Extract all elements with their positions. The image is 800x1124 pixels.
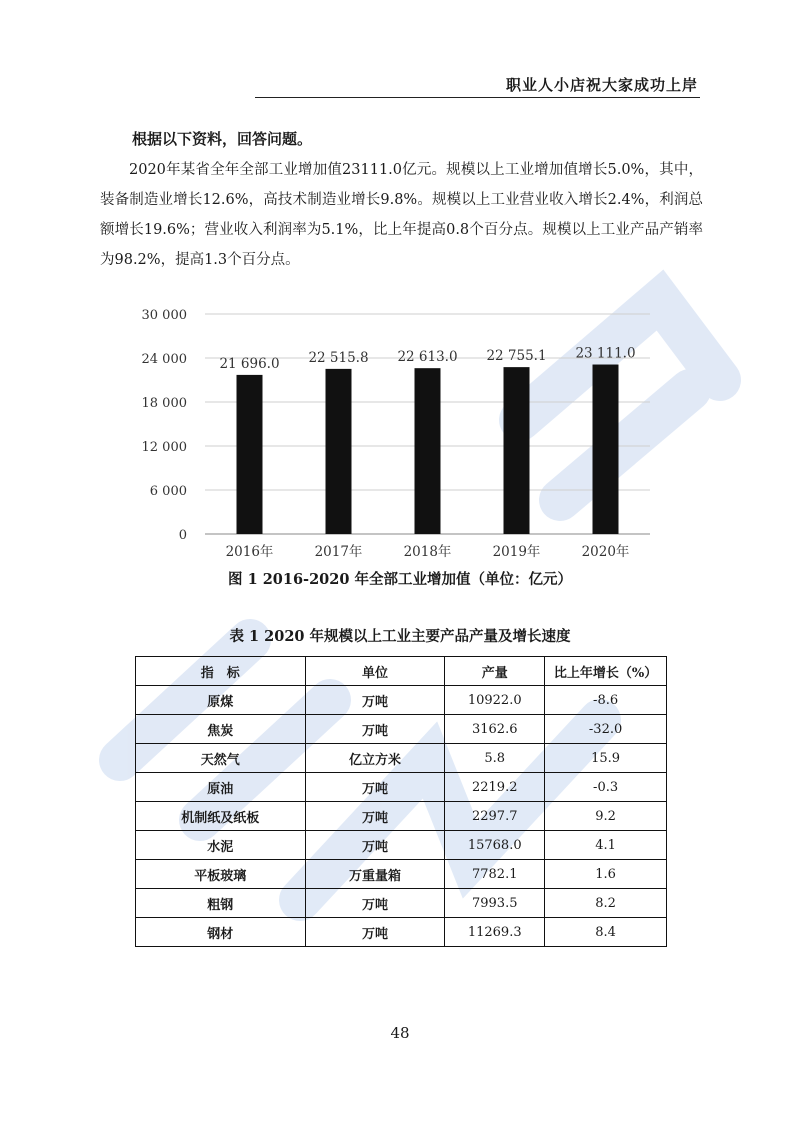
row-output: 15768.0 <box>445 831 545 860</box>
row-output: 7993.5 <box>445 889 545 918</box>
y-tick-label: 18 000 <box>141 396 187 411</box>
bar <box>504 367 530 534</box>
row-growth: 4.1 <box>545 831 667 860</box>
table-row <box>136 715 667 744</box>
row-indicator: 钢材 <box>136 918 306 947</box>
bar-value-label: 22 515.8 <box>308 349 369 366</box>
section-heading: 根据以下资料，回答问题。 <box>132 130 313 148</box>
row-output: 5.8 <box>445 744 545 773</box>
table-row <box>136 860 667 889</box>
row-indicator: 粗钢 <box>136 889 306 918</box>
page-number: 48 <box>390 1024 410 1042</box>
bar-value-label: 22 613.0 <box>397 349 458 366</box>
row-growth: 9.2 <box>545 802 667 831</box>
row-output: 10922.0 <box>445 686 545 715</box>
y-tick-label: 0 <box>178 528 187 543</box>
row-unit: 万吨 <box>305 831 445 860</box>
x-category-label: 2018年 <box>403 544 452 560</box>
bar-value-label: 21 696.0 <box>219 355 280 372</box>
row-indicator: 水泥 <box>136 831 306 860</box>
table-row <box>136 831 667 860</box>
row-indicator: 焦炭 <box>136 715 306 744</box>
header-indicator: 指 标 <box>136 657 306 686</box>
table-row <box>136 686 667 715</box>
table-row <box>136 918 667 947</box>
row-unit: 万吨 <box>305 918 445 947</box>
table-row <box>136 889 667 918</box>
bar <box>326 369 352 534</box>
bar-chart <box>130 296 670 566</box>
bar <box>593 365 619 534</box>
row-output: 3162.6 <box>445 715 545 744</box>
row-growth: 8.4 <box>545 918 667 947</box>
bar-value-label: 23 111.0 <box>575 345 636 362</box>
x-category-label: 2016年 <box>225 544 274 560</box>
row-growth: -8.6 <box>545 686 667 715</box>
chart-caption: 图 1 2016-2020 年全部工业增加值（单位：亿元） <box>228 571 572 588</box>
header-divider <box>255 97 700 98</box>
row-growth: 1.6 <box>545 860 667 889</box>
row-output: 2219.2 <box>445 773 545 802</box>
y-tick-label: 6 000 <box>149 484 187 499</box>
row-output: 2297.7 <box>445 802 545 831</box>
row-growth: 15.9 <box>545 744 667 773</box>
row-indicator: 原煤 <box>136 686 306 715</box>
intro-paragraph: 2020年某省全年全部工业增加值23111.0亿元。规模以上工业增加值增长5.0%，其中，装备制造业增长12.6%，高技术制造业增长9.8%。规模以上工业营业收入增长2.4%，利润总额增长19.6%；营业收入利润率为5.1%，比上年提高0.8个百分点。规模以上工业产品产销率为98.2%，提高1.3个百分点。 <box>100 162 703 268</box>
header-output: 产量 <box>445 657 545 686</box>
bar <box>237 375 263 534</box>
table-caption: 表 1 2020 年规模以上工业主要产品产量及增长速度 <box>229 628 571 645</box>
bar-chart-svg <box>130 296 670 566</box>
header-unit: 单位 <box>305 657 445 686</box>
row-unit: 万吨 <box>305 802 445 831</box>
row-unit: 万吨 <box>305 773 445 802</box>
x-category-label: 2019年 <box>492 544 541 560</box>
row-indicator: 天然气 <box>136 744 306 773</box>
row-output: 11269.3 <box>445 918 545 947</box>
y-tick-label: 30 000 <box>141 308 187 323</box>
bar <box>415 368 441 534</box>
table-row <box>136 802 667 831</box>
x-category-label: 2017年 <box>314 544 363 560</box>
row-indicator: 平板玻璃 <box>136 860 306 889</box>
table-row <box>136 744 667 773</box>
row-unit: 亿立方米 <box>305 744 445 773</box>
y-tick-label: 24 000 <box>141 352 187 367</box>
row-unit: 万吨 <box>305 715 445 744</box>
x-category-label: 2020年 <box>581 544 630 560</box>
row-output: 7782.1 <box>445 860 545 889</box>
header-growth: 比上年增长（%） <box>545 657 667 686</box>
y-tick-label: 12 000 <box>141 440 187 455</box>
table-header-row <box>136 657 667 686</box>
header-title: 职业人小店祝大家成功上岸 <box>505 76 698 94</box>
row-indicator: 原油 <box>136 773 306 802</box>
table-row <box>136 773 667 802</box>
production-table <box>135 656 667 947</box>
row-unit: 万重量箱 <box>305 860 445 889</box>
row-unit: 万吨 <box>305 686 445 715</box>
row-unit: 万吨 <box>305 889 445 918</box>
row-growth: 8.2 <box>545 889 667 918</box>
bar-value-label: 22 755.1 <box>486 348 547 365</box>
row-indicator: 机制纸及纸板 <box>136 802 306 831</box>
row-growth: -0.3 <box>545 773 667 802</box>
row-growth: -32.0 <box>545 715 667 744</box>
